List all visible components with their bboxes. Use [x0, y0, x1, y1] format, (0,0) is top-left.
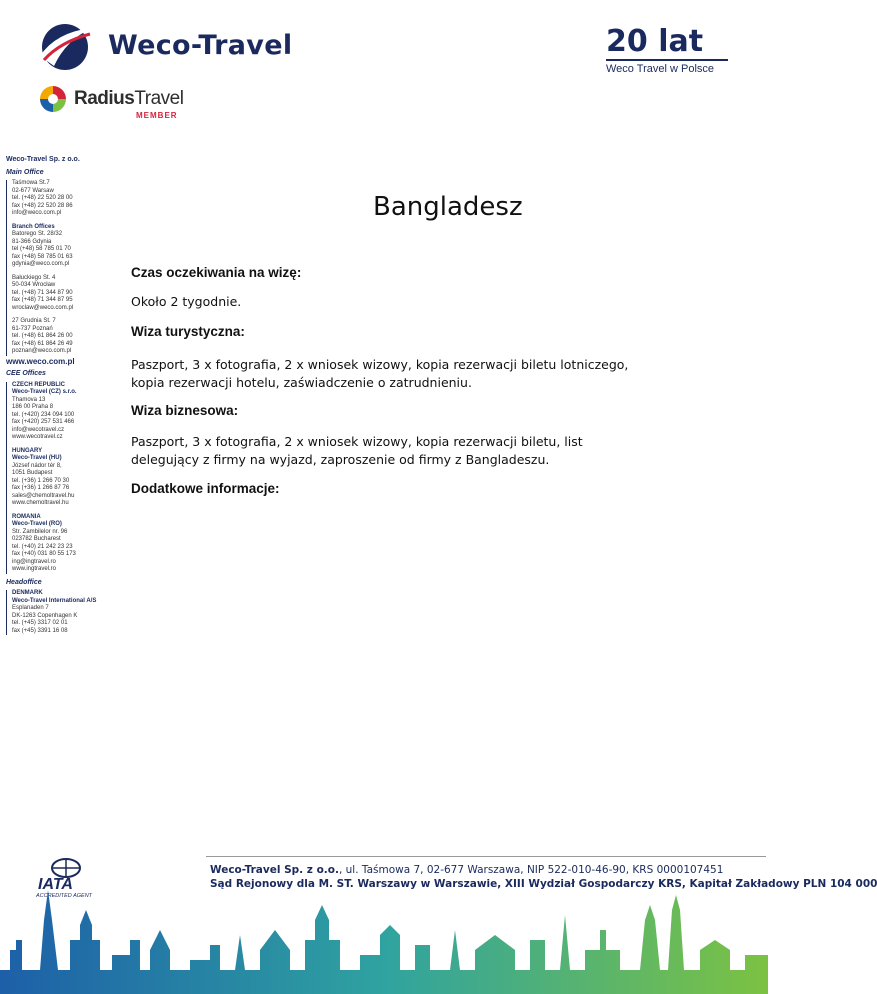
page-title: Bangladesz [373, 192, 523, 222]
footer-company-line: Weco-Travel Sp. z o.o., ul. Taśmowa 7, 02-677 Warszawa, NIP 522-010-46-90, KRS 0000107451 [210, 864, 724, 876]
branch-offices-title: Branch Offices [12, 223, 55, 230]
wait-time-text: Około 2 tygodnie. [131, 294, 242, 309]
footer-registry-line: Sąd Rejonowy dla M. ST. Warszawy w Warszawie, XIII Wydział Gospodarczy KRS, Kapitał Zakładowy PLN 104 000 [210, 878, 877, 890]
ro-heading: ROMANIA Weco-Travel (RO) [12, 513, 62, 527]
branch-gdynia: Batorego St. 28/32 81-366 Gdynia tel (+48) 58 785 01 70 fax (+48) 58 785 01 63 gdynia@weco.com.pl [12, 231, 73, 267]
radius-travel-logo [38, 84, 198, 124]
main-office-title: Main Office [6, 168, 44, 176]
cz-heading: CZECH REPUBLIC Weco-Travel (CZ) s.r.o. [12, 381, 77, 395]
main-office-block [6, 180, 118, 356]
business-visa-text: Paszport, 3 x fotografia, 2 x wniosek wizowy, kopia rezerwacji biletu, list delegujący z firmy na wyjazd, zaproszenie od firmy z Bangladeszu. [131, 434, 583, 467]
headoffice-block [6, 590, 118, 635]
branch-poznan: 27 Grudnia St. 7 61-737 Poznań tel. (+48) 61 864 26 00 fax (+48) 61 864 26 49 poznan@weco.com.pl [12, 318, 73, 354]
additional-info-heading: Dodatkowe informacje: [131, 481, 280, 496]
cee-offices-title: CEE Offices [6, 370, 46, 377]
dk-heading: DENMARK Weco-Travel International A/S [12, 590, 97, 604]
world-landmarks-skyline [0, 880, 768, 994]
hu-heading: HUNGARY Weco-Travel (HU) [12, 447, 62, 461]
cee-offices-block [6, 382, 118, 574]
iata-agent-label: ACCREDITED AGENT [36, 893, 93, 899]
footer-divider [206, 856, 766, 857]
weco-travel-logo [36, 22, 366, 72]
sidebar-company: Weco-Travel Sp. z o.o. [6, 156, 80, 163]
main-office-address: Taśmowa St.7 02-677 Warsaw tel. (+48) 22 520 28 00 fax (+48) 22 520 28 86 info@weco.com.pl [12, 180, 73, 216]
radius-swirl-icon [38, 84, 68, 114]
dk-address: Esplanaden 7 DK-1263 Copenhagen K tel. (+45) 3317 02 01 fax (+45) 3391 16 08 [12, 605, 78, 634]
anniversary-years: 20 lat [606, 24, 704, 59]
anniversary-divider [606, 59, 728, 61]
website-link[interactable]: www.weco.com.pl [6, 356, 75, 366]
branch-wroclaw: Bałuckiego St. 4 50-034 Wrocław tel. (+48) 71 344 87 90 fax (+48) 71 344 87 95 wroclaw@weco.com.pl [12, 274, 74, 311]
radius-member-label: MEMBER [136, 111, 178, 120]
globe-icon [36, 22, 94, 72]
iata-logo-text: IATA [38, 876, 73, 893]
wait-time-heading: Czas oczekiwania na wizę: [131, 265, 302, 280]
brand-name: Weco-Travel [108, 30, 293, 61]
business-visa-heading: Wiza biznesowa: [131, 403, 239, 418]
anniversary-badge [606, 26, 728, 75]
anniversary-caption: Weco Travel w Polsce [606, 63, 715, 75]
tourist-visa-text: Paszport, 3 x fotografia, 2 x wniosek wizowy, kopia rezerwacji biletu lotniczego, kopia rezerwacji hotelu, zaświadczenie o zatrudnieniu. [131, 357, 629, 390]
headoffice-title: Headoffice [6, 578, 42, 586]
cz-address: Thamova 13 186 00 Praha 8 tel. (+420) 234 094 100 fax (+420) 257 531 466 info@wecotravel.cz www.wecotravel.cz [12, 396, 75, 440]
ro-address: Str. Zambilelor nr. 96 023782 Bucharest tel. (+40) 21 242 23 23 fax (+40) 031 80 55 173 ing@ingtravel.ro www.ingtravel.ro [12, 528, 76, 572]
sidebar-offices [6, 156, 118, 635]
tourist-visa-heading: Wiza turystyczna: [131, 324, 245, 339]
radius-brand: RadiusTravel [74, 88, 184, 109]
hu-address: József nádor tér 8, 1051 Budapest tel. (+36) 1 266 70 30 fax (+36) 1 266 87 76 sales@chemoltravel.hu www.chemoltravel.hu [12, 462, 75, 506]
